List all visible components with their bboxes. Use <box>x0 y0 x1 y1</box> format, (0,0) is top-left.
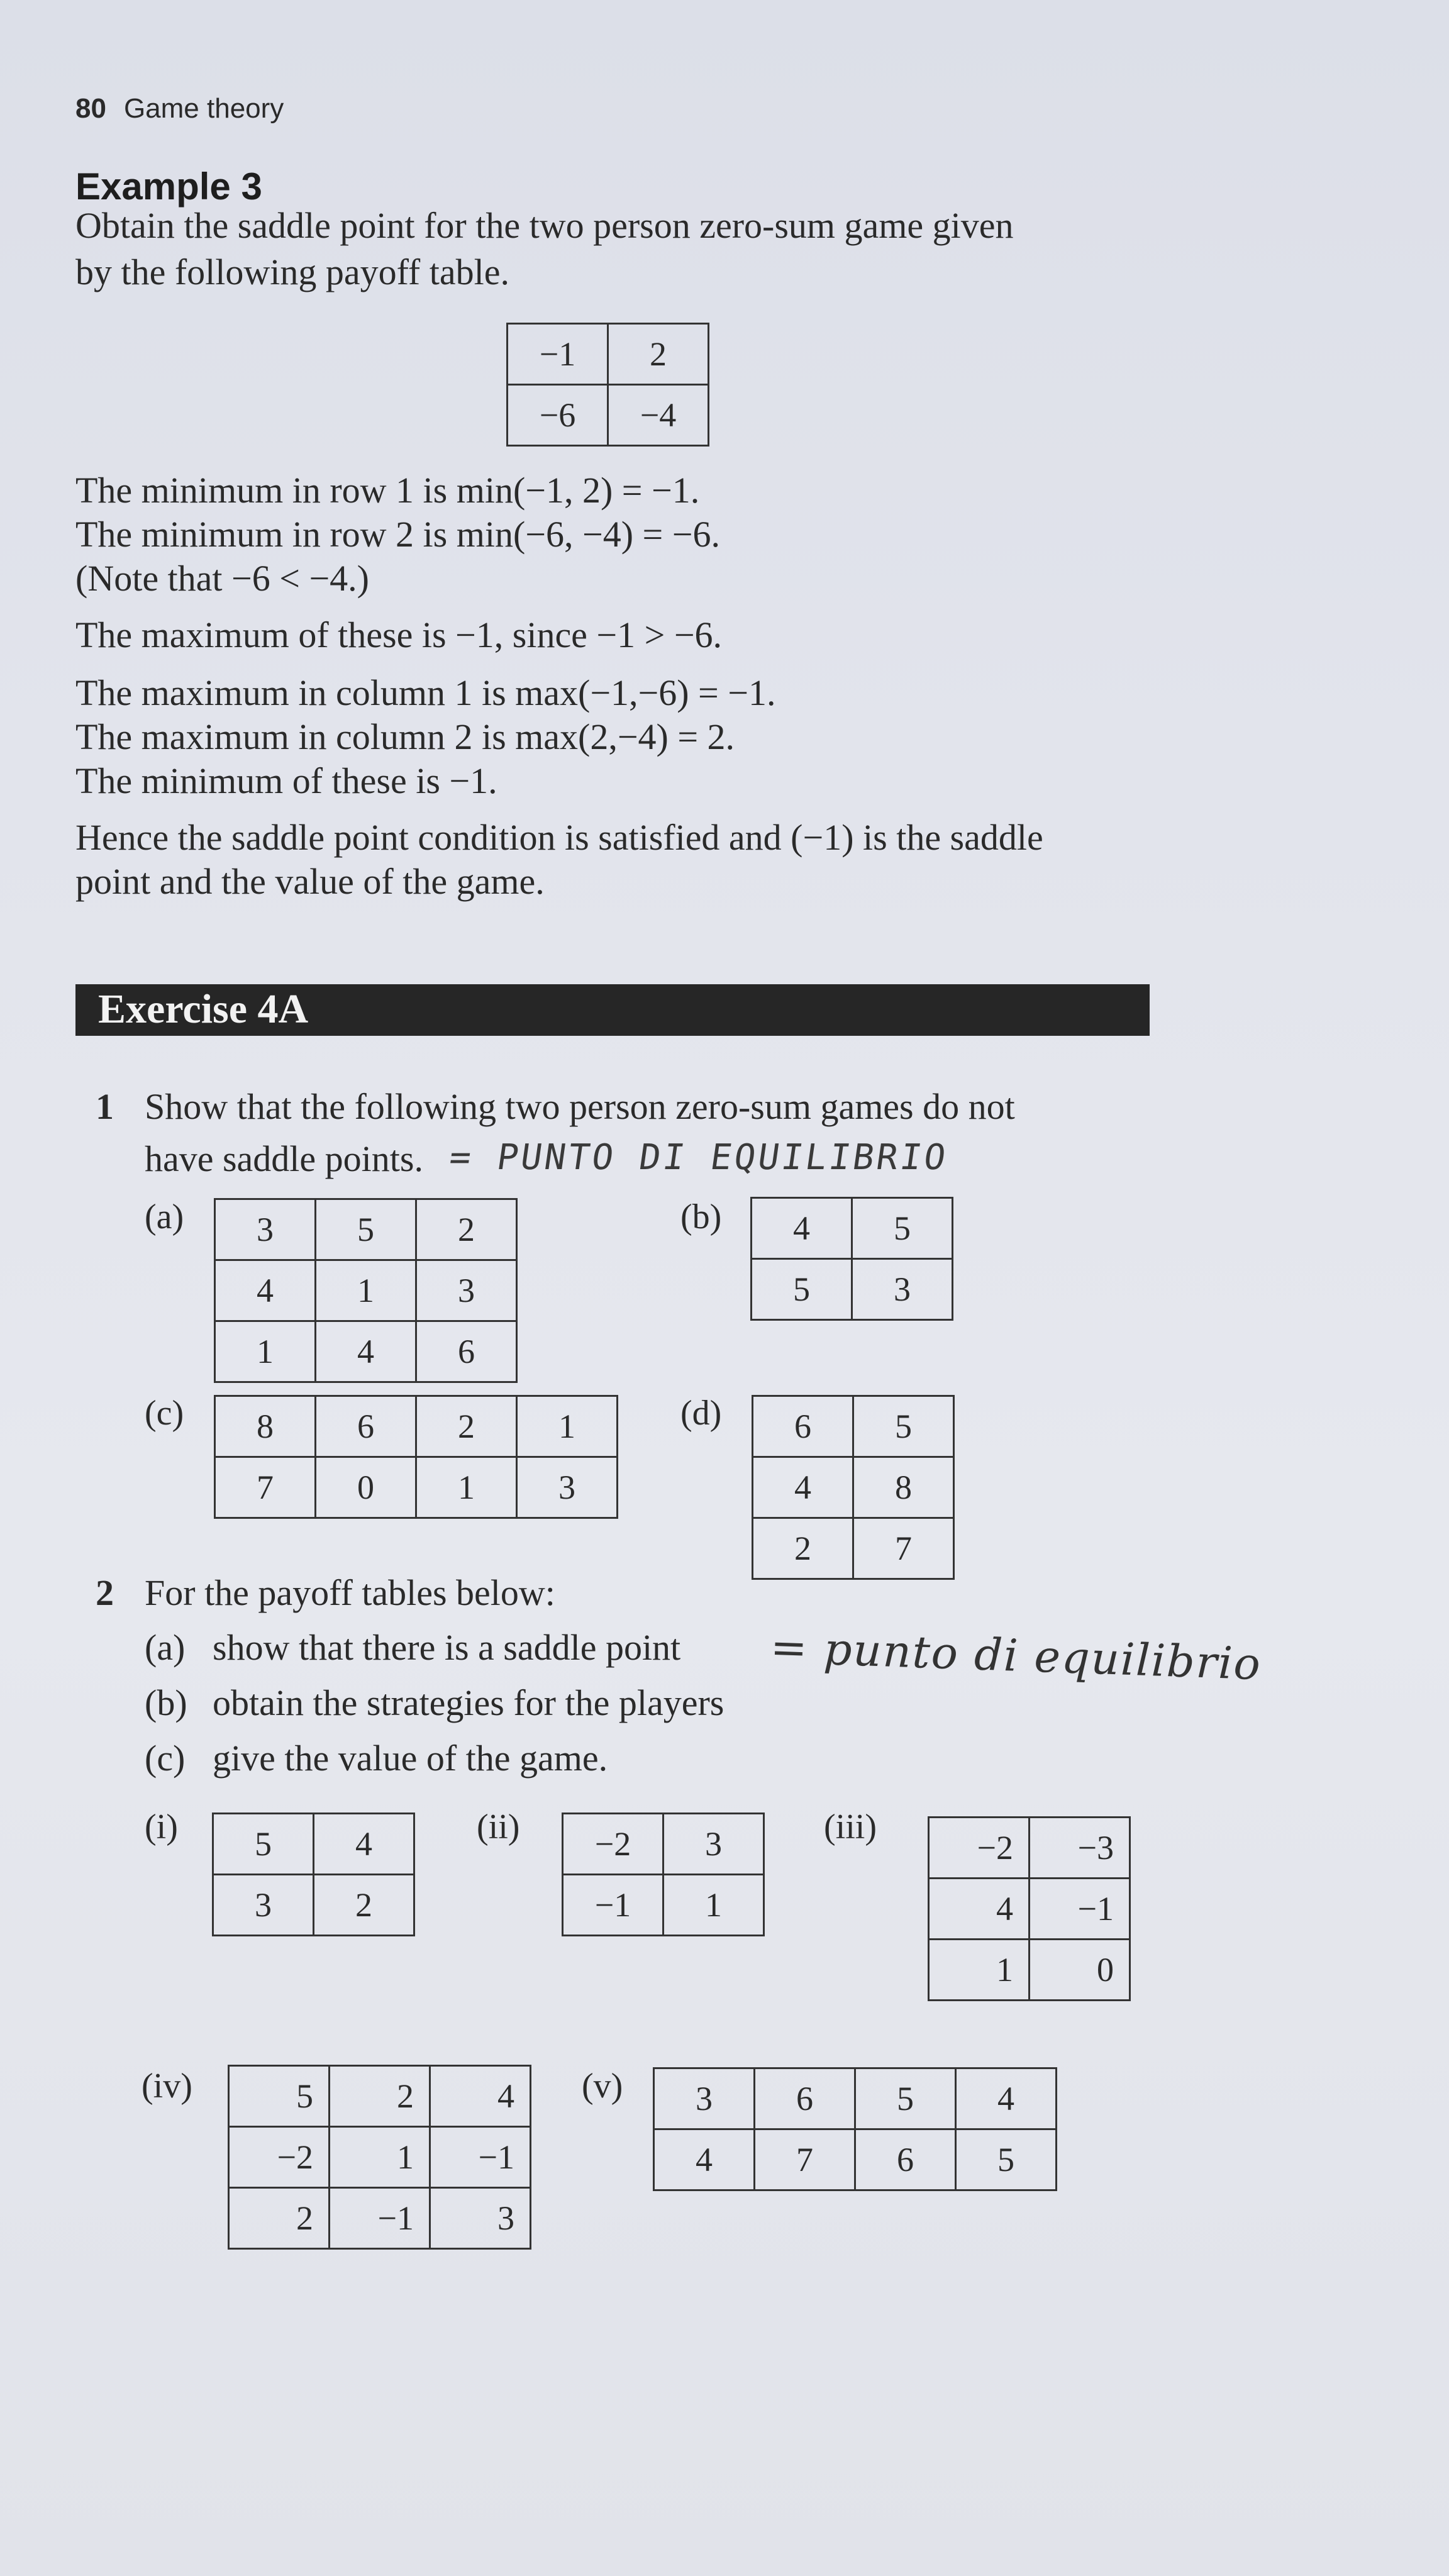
table-cell: 5 <box>752 1259 852 1320</box>
question-2-item-label: (b) <box>145 1682 187 1723</box>
payoff-table-2v <box>653 2067 1057 2191</box>
table-cell: −1 <box>1030 1879 1130 1940</box>
table-cell: −6 <box>508 385 608 446</box>
payoff-table-2i <box>212 1813 415 1936</box>
table-cell: 8 <box>853 1457 954 1518</box>
example-line: The minimum of these is −1. <box>75 760 497 801</box>
payoff-table-1d <box>752 1395 955 1580</box>
table-cell: 1 <box>316 1260 416 1321</box>
table-cell: 7 <box>755 2129 855 2190</box>
question-2-item-label: (a) <box>145 1627 186 1668</box>
part-label: (v) <box>582 2067 623 2106</box>
payoff-table-2iii <box>928 1816 1131 2001</box>
table-cell: 2 <box>753 1518 853 1579</box>
question-1-text-line-1: Show that the following two person zero-sum games do not <box>145 1086 1015 1127</box>
exercise-banner <box>75 984 1150 1036</box>
table-cell: 6 <box>755 2068 855 2129</box>
example-conclusion-line-1: Hence the saddle point condition is satisfied and (−1) is the saddle <box>75 817 1043 858</box>
table-cell: −2 <box>563 1814 663 1875</box>
table-cell: 4 <box>654 2129 755 2190</box>
table-cell: 3 <box>517 1457 618 1518</box>
table-cell: 4 <box>752 1198 852 1259</box>
question-2-item-label: (c) <box>145 1738 186 1779</box>
table-cell: 5 <box>855 2068 956 2129</box>
table-cell: 1 <box>929 1940 1030 2001</box>
example-payoff-table <box>506 323 709 447</box>
table-cell: 4 <box>215 1260 316 1321</box>
table-cell: 7 <box>853 1518 954 1579</box>
table-cell: 4 <box>316 1321 416 1382</box>
table-cell: −1 <box>563 1875 663 1936</box>
table-cell: 1 <box>215 1321 316 1382</box>
part-label: (i) <box>145 1807 178 1846</box>
page-header <box>75 93 284 125</box>
table-cell: 5 <box>956 2129 1057 2190</box>
table-cell: 2 <box>416 1199 517 1260</box>
example-line: The maximum of these is −1, since −1 > −6. <box>75 614 723 655</box>
part-label: (d) <box>680 1394 722 1433</box>
part-label: (b) <box>680 1197 722 1236</box>
table-cell: 6 <box>855 2129 956 2190</box>
question-1-text-line-2: have saddle points. <box>145 1138 423 1179</box>
table-cell: 7 <box>215 1457 316 1518</box>
table-cell: 2 <box>314 1875 414 1936</box>
page-number: 80 <box>75 93 106 124</box>
question-2-text: For the payoff tables below: <box>145 1572 555 1613</box>
payoff-table-1a <box>214 1198 518 1383</box>
payoff-table-2iv <box>228 2065 531 2250</box>
table-cell: 3 <box>416 1260 517 1321</box>
table-cell: 3 <box>430 2188 531 2249</box>
example-line: The maximum in column 2 is max(2,−4) = 2. <box>75 716 735 757</box>
table-cell: 0 <box>316 1457 416 1518</box>
table-cell: −2 <box>929 1818 1030 1879</box>
table-cell: 3 <box>663 1814 764 1875</box>
example-line: (Note that −6 < −4.) <box>75 558 369 599</box>
table-cell: 6 <box>416 1321 517 1382</box>
part-label: (iii) <box>824 1807 877 1846</box>
question-2-item-text: give the value of the game. <box>213 1738 608 1779</box>
example-intro <box>75 203 1014 296</box>
table-cell: 2 <box>229 2188 330 2249</box>
table-cell: 6 <box>753 1396 853 1457</box>
table-cell: −4 <box>608 385 709 446</box>
table-cell: 2 <box>608 324 709 385</box>
part-label: (c) <box>145 1394 184 1433</box>
table-cell: 0 <box>1030 1940 1130 2001</box>
table-cell: 4 <box>430 2066 531 2127</box>
question-2-item-text: show that there is a saddle point <box>213 1627 681 1668</box>
table-cell: 5 <box>213 1814 314 1875</box>
table-cell: 4 <box>753 1457 853 1518</box>
table-cell: 2 <box>330 2066 430 2127</box>
table-cell: 5 <box>852 1198 953 1259</box>
table-cell: 3 <box>852 1259 953 1320</box>
example-conclusion-line-2: point and the value of the game. <box>75 861 545 902</box>
table-cell: 3 <box>215 1199 316 1260</box>
table-cell: 5 <box>229 2066 330 2127</box>
table-cell: −3 <box>1030 1818 1130 1879</box>
table-cell: 1 <box>416 1457 517 1518</box>
table-cell: 2 <box>416 1396 517 1457</box>
payoff-table-2ii <box>562 1813 765 1936</box>
table-cell: −2 <box>229 2127 330 2188</box>
table-cell: −1 <box>330 2188 430 2249</box>
question-1-number: 1 <box>96 1086 114 1127</box>
payoff-table-1c <box>214 1395 618 1519</box>
table-cell: 1 <box>330 2127 430 2188</box>
table-cell: 4 <box>314 1814 414 1875</box>
table-cell: −1 <box>430 2127 531 2188</box>
handwritten-annotation: = punto di equilibrio <box>769 1621 1263 1690</box>
question-2-item-text: obtain the strategies for the players <box>213 1682 724 1723</box>
table-cell: 3 <box>654 2068 755 2129</box>
example-title: Example 3 <box>75 165 262 208</box>
table-cell: 3 <box>213 1875 314 1936</box>
payoff-table-1b <box>750 1197 953 1321</box>
example-intro-line-2: by the following payoff table. <box>75 252 509 292</box>
handwritten-annotation: = PUNTO DI EQUILIBRIO <box>447 1137 951 1178</box>
part-label: (iv) <box>142 2067 192 2106</box>
table-cell: 4 <box>929 1879 1030 1940</box>
table-cell: 1 <box>663 1875 764 1936</box>
example-intro-line-1: Obtain the saddle point for the two person zero-sum game given <box>75 205 1014 246</box>
table-cell: 4 <box>956 2068 1057 2129</box>
example-line: The maximum in column 1 is max(−1,−6) = −1. <box>75 672 776 713</box>
part-label: (ii) <box>477 1807 520 1846</box>
table-cell: −1 <box>508 324 608 385</box>
table-cell: 6 <box>316 1396 416 1457</box>
exercise-title: Exercise 4A <box>98 986 309 1032</box>
table-cell: 5 <box>316 1199 416 1260</box>
example-line: The minimum in row 1 is min(−1, 2) = −1. <box>75 470 700 511</box>
table-cell: 8 <box>215 1396 316 1457</box>
table-cell: 5 <box>853 1396 954 1457</box>
question-2-number: 2 <box>96 1572 114 1613</box>
part-label: (a) <box>145 1197 184 1236</box>
section-title: Game theory <box>123 93 284 124</box>
table-cell: 1 <box>517 1396 618 1457</box>
example-line: The minimum in row 2 is min(−6, −4) = −6. <box>75 514 720 555</box>
